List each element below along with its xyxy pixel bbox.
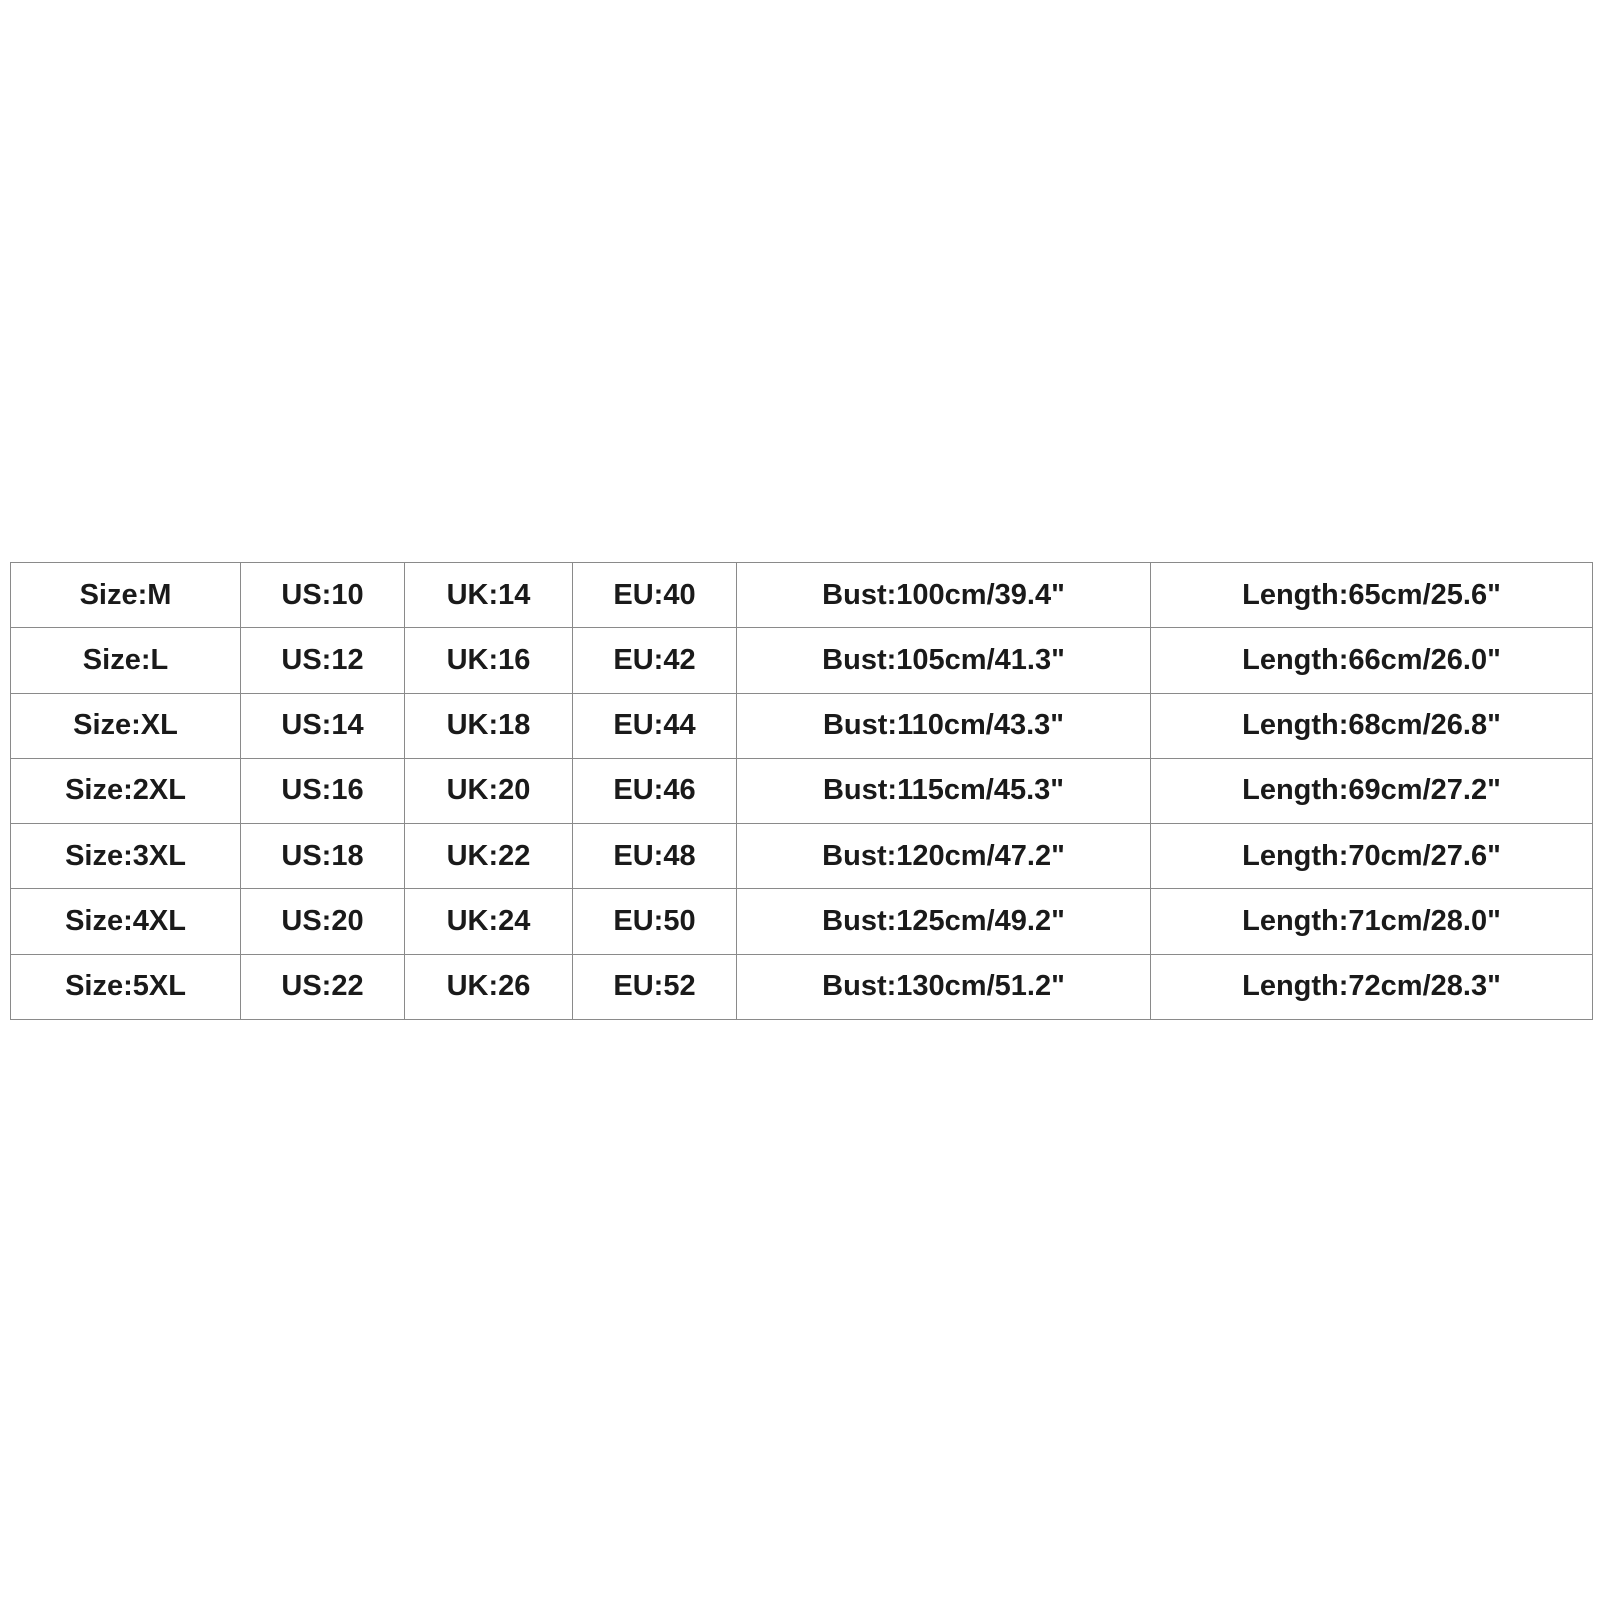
table-row	[11, 693, 1593, 758]
uk-size-cell: UK:20	[405, 758, 573, 823]
bust-cell: Bust:100cm/39.4"	[737, 563, 1151, 628]
bust-cell: Bust:120cm/47.2"	[737, 824, 1151, 889]
us-size-cell: US:12	[241, 628, 405, 693]
length-cell: Length:69cm/27.2"	[1151, 758, 1593, 823]
uk-size-cell: UK:24	[405, 889, 573, 954]
eu-size-cell: EU:50	[573, 889, 737, 954]
length-cell: Length:71cm/28.0"	[1151, 889, 1593, 954]
us-size-cell: US:16	[241, 758, 405, 823]
table-row	[11, 628, 1593, 693]
us-size-cell: US:10	[241, 563, 405, 628]
bust-cell: Bust:130cm/51.2"	[737, 954, 1151, 1019]
bust-cell: Bust:115cm/45.3"	[737, 758, 1151, 823]
uk-size-cell: UK:16	[405, 628, 573, 693]
eu-size-cell: EU:40	[573, 563, 737, 628]
table-row	[11, 954, 1593, 1019]
uk-size-cell: UK:14	[405, 563, 573, 628]
eu-size-cell: EU:46	[573, 758, 737, 823]
table-row	[11, 563, 1593, 628]
size-cell: Size:2XL	[11, 758, 241, 823]
bust-cell: Bust:125cm/49.2"	[737, 889, 1151, 954]
bust-cell: Bust:110cm/43.3"	[737, 693, 1151, 758]
length-cell: Length:66cm/26.0"	[1151, 628, 1593, 693]
size-cell: Size:M	[11, 563, 241, 628]
length-cell: Length:72cm/28.3"	[1151, 954, 1593, 1019]
length-cell: Length:65cm/25.6"	[1151, 563, 1593, 628]
bust-cell: Bust:105cm/41.3"	[737, 628, 1151, 693]
size-cell: Size:L	[11, 628, 241, 693]
table-row	[11, 824, 1593, 889]
us-size-cell: US:20	[241, 889, 405, 954]
uk-size-cell: UK:18	[405, 693, 573, 758]
uk-size-cell: UK:26	[405, 954, 573, 1019]
table-row	[11, 758, 1593, 823]
uk-size-cell: UK:22	[405, 824, 573, 889]
table-row	[11, 889, 1593, 954]
size-chart-table	[10, 562, 1593, 1020]
size-cell: Size:3XL	[11, 824, 241, 889]
us-size-cell: US:22	[241, 954, 405, 1019]
us-size-cell: US:14	[241, 693, 405, 758]
eu-size-cell: EU:42	[573, 628, 737, 693]
us-size-cell: US:18	[241, 824, 405, 889]
size-cell: Size:XL	[11, 693, 241, 758]
length-cell: Length:68cm/26.8"	[1151, 693, 1593, 758]
eu-size-cell: EU:48	[573, 824, 737, 889]
length-cell: Length:70cm/27.6"	[1151, 824, 1593, 889]
size-cell: Size:5XL	[11, 954, 241, 1019]
size-cell: Size:4XL	[11, 889, 241, 954]
eu-size-cell: EU:44	[573, 693, 737, 758]
eu-size-cell: EU:52	[573, 954, 737, 1019]
